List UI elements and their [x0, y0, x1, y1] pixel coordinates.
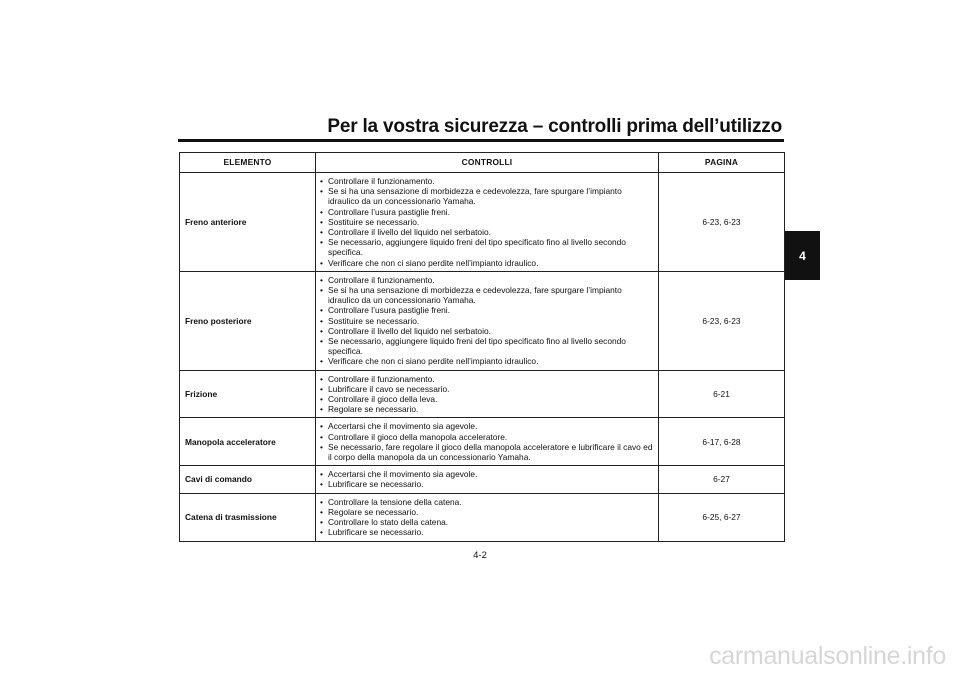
- watermark: carmanualsonline.info: [709, 642, 946, 670]
- title-rule: [178, 139, 784, 142]
- check-list: [320, 421, 654, 462]
- column-header-elemento: ELEMENTO: [180, 153, 316, 173]
- cell-controlli: [316, 418, 659, 466]
- list-item-text: Verificare che non ci siano perdite nell’impianto idraulico.: [328, 257, 539, 268]
- cell-controlli: [316, 493, 659, 541]
- list-item: [320, 469, 654, 479]
- list-item-text: Lubrificare se necessario.: [328, 479, 424, 490]
- inspection-table: [179, 152, 785, 542]
- list-item-text: Controllare il livello del liquido nel serbatoio.: [328, 325, 491, 336]
- list-item: [320, 384, 654, 394]
- check-list: [320, 497, 654, 538]
- list-item-text: Se necessario, fare regolare il gioco della manopola acceleratore e lubrificare il cavo ed il corpo della manopola da un concessionario Yamaha.: [328, 441, 653, 463]
- list-item-text: Sostituire se necessario.: [328, 216, 420, 227]
- column-header-pagina: PAGINA: [659, 153, 785, 173]
- list-item-text: Controllare l’usura pastiglie freni.: [328, 206, 450, 217]
- list-item: [320, 432, 654, 442]
- list-item: [320, 326, 654, 336]
- list-item-text: Controllare il livello del liquido nel serbatoio.: [328, 227, 491, 238]
- list-item-text: Accertarsi che il movimento sia agevole.: [328, 469, 478, 480]
- list-item: [320, 356, 654, 366]
- check-list: [320, 469, 654, 489]
- list-item: [320, 442, 654, 462]
- list-item-text: Controllare il funzionamento.: [328, 373, 435, 384]
- page-number: 4-2: [473, 550, 487, 561]
- page-title: Per la vostra sicurezza – controlli prima dell’utilizzo: [327, 116, 782, 137]
- cell-elemento: Freno posteriore: [180, 271, 316, 370]
- list-item: [320, 285, 654, 305]
- cell-controlli: [316, 370, 659, 418]
- list-item-text: Se necessario, aggiungere liquido freni del tipo specificato fino al livello secondo specifica.: [328, 336, 626, 357]
- table-body: [180, 173, 785, 542]
- cell-controlli: [316, 466, 659, 493]
- list-item: [320, 497, 654, 507]
- list-item: [320, 517, 654, 527]
- cell-pagina: 6-27: [659, 466, 785, 493]
- list-item: [320, 217, 654, 227]
- cell-elemento: Cavi di comando: [180, 466, 316, 493]
- list-item-text: Controllare il gioco della leva.: [328, 394, 438, 405]
- list-item-text: Controllare il funzionamento.: [328, 176, 435, 186]
- cell-controlli: [316, 271, 659, 370]
- cell-elemento: Freno anteriore: [180, 173, 316, 272]
- table-row: [180, 418, 785, 466]
- cell-elemento: Catena di trasmissione: [180, 493, 316, 541]
- list-item: [320, 275, 654, 285]
- list-item: [320, 258, 654, 268]
- list-item: [320, 374, 654, 384]
- check-list: [320, 374, 654, 415]
- cell-elemento: Frizione: [180, 370, 316, 418]
- cell-pagina: 6-23, 6-23: [659, 271, 785, 370]
- list-item-text: Lubrificare se necessario.: [328, 527, 424, 538]
- table-row: [180, 466, 785, 493]
- chapter-tab: 4: [785, 231, 820, 280]
- list-item: [320, 479, 654, 489]
- list-item-text: Controllare la tensione della catena.: [328, 496, 462, 507]
- list-item-text: Controllare il gioco della manopola acceleratore.: [328, 431, 508, 442]
- list-item: [320, 227, 654, 237]
- cell-pagina: 6-23, 6-23: [659, 173, 785, 272]
- list-item-text: Regolare se necessario.: [328, 506, 419, 517]
- cell-pagina: 6-17, 6-28: [659, 418, 785, 466]
- cell-pagina: 6-25, 6-27: [659, 493, 785, 541]
- cell-pagina: 6-21: [659, 370, 785, 418]
- table-row: [180, 173, 785, 272]
- list-item-text: Se si ha una sensazione di morbidezza e cedevolezza, fare spurgare l’impianto idraulico da un concessionario Yamaha.: [328, 285, 622, 306]
- list-item: [320, 176, 654, 186]
- list-item-text: Controllare l’usura pastiglie freni.: [328, 305, 450, 316]
- table-row: [180, 370, 785, 418]
- table-row: [180, 271, 785, 370]
- cell-controlli: [316, 173, 659, 272]
- list-item-text: Se si ha una sensazione di morbidezza e cedevolezza, fare spurgare l’impianto idraulico da un concessionario Yamaha.: [328, 186, 622, 207]
- list-item-text: Regolare se necessario.: [328, 404, 419, 415]
- list-item-text: Verificare che non ci siano perdite nell’impianto idraulico.: [328, 356, 539, 367]
- list-item-text: Se necessario, aggiungere liquido freni del tipo specificato fino al livello secondo specifica.: [328, 237, 626, 258]
- list-item-text: Controllare lo stato della catena.: [328, 517, 449, 528]
- list-item: [320, 421, 654, 431]
- list-item: [320, 316, 654, 326]
- list-item: [320, 394, 654, 404]
- list-item: [320, 207, 654, 217]
- list-item: [320, 305, 654, 315]
- list-item: [320, 404, 654, 414]
- list-item-text: Lubrificare il cavo se necessario.: [328, 383, 450, 394]
- list-item: [320, 336, 654, 356]
- cell-elemento: Manopola acceleratore: [180, 418, 316, 466]
- list-item-text: Sostituire se necessario.: [328, 315, 420, 326]
- table-header-row: [180, 153, 785, 173]
- column-header-controlli: CONTROLLI: [316, 153, 659, 173]
- list-item: [320, 507, 654, 517]
- list-item: [320, 186, 654, 206]
- check-list: [320, 176, 654, 268]
- check-list: [320, 275, 654, 367]
- list-item: [320, 527, 654, 537]
- table-row: [180, 493, 785, 541]
- list-item-text: Controllare il funzionamento.: [328, 274, 435, 285]
- list-item: [320, 237, 654, 257]
- list-item-text: Accertarsi che il movimento sia agevole.: [328, 421, 478, 432]
